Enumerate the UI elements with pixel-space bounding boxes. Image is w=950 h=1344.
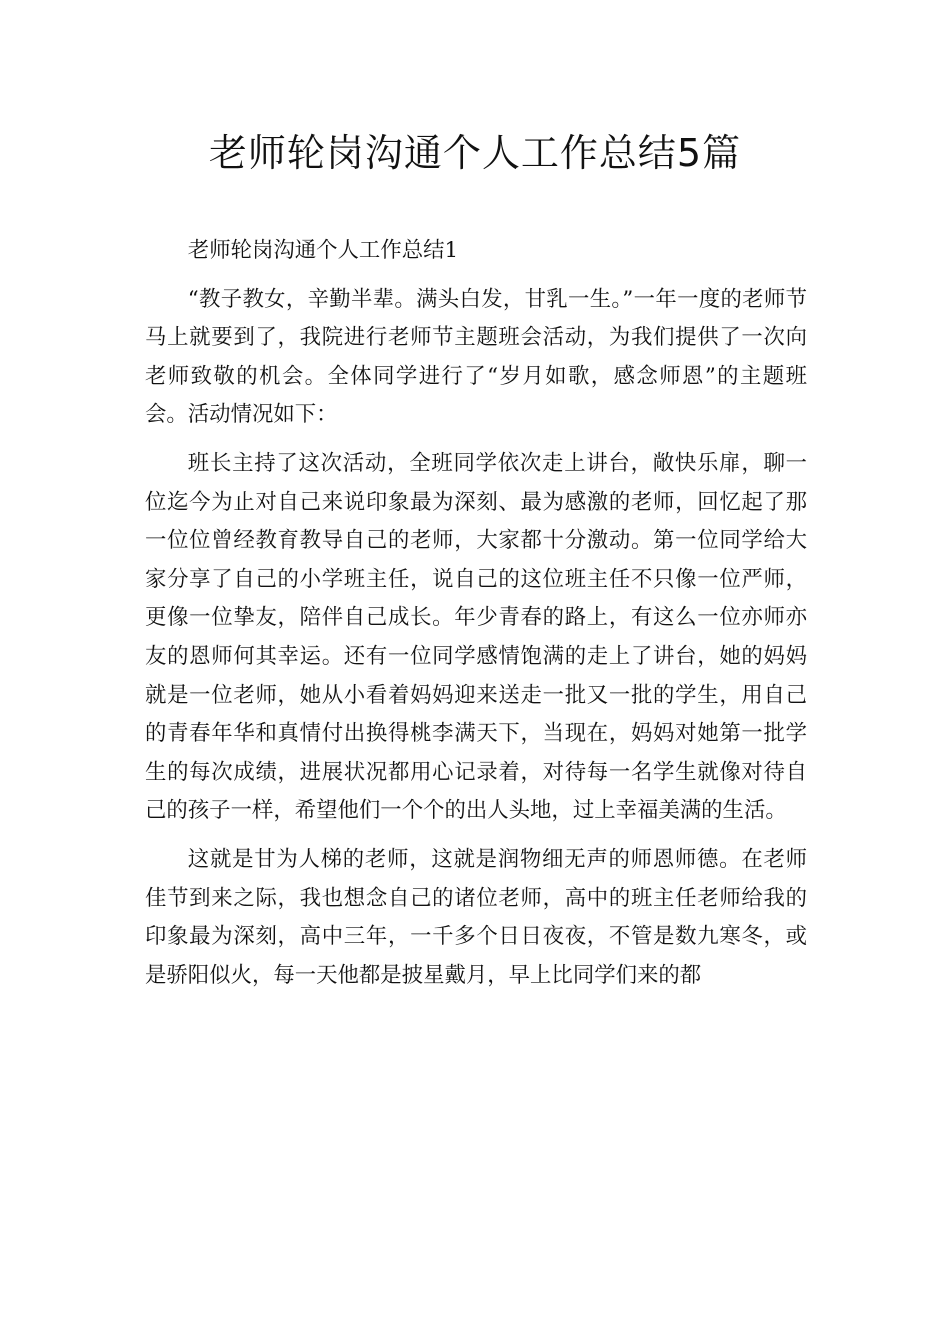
paragraph-2: 班长主持了这次活动，全班同学依次走上讲台，敞快乐扉，聊一位迄今为止对自己来说印象最为深刻、最为感激的老师，回忆起了那一位位曾经教育教导自己的老师，大家都十分激动。第一位同学给大家分享了自己的小学班主任，说自己的这位班主任不只像一位严师，更像一位挚友，陪伴自己成长。年少青春的路上，有这么一位亦师亦友的恩师何其幸运。还有一位同学感情饱满的走上了讲台，她的妈妈就是一位老师，她从小看着妈妈迎来送走一批又一批的学生，用自己的青春年华和真情付出换得桃李满天下，当现在，妈妈对她第一批学生的每次成绩，进展状况都用心记录着，对待每一名学生就像对待自己的孩子一样，希望他们一个个的出人头地，过上幸福美满的生活。 — [145, 450, 807, 824]
paragraph-1: “教子教女，辛勤半辈。满头白发，甘乳一生。”一年一度的老师节马上就要到了，我院进行老师节主题班会活动，为我们提供了一次向老师致敬的机会。全体同学进行了“岁月如歌，感念师恩”的主题班会。活动情况如下： — [145, 286, 807, 428]
paragraph-3: 这就是甘为人梯的老师，这就是润物细无声的师恩师德。在老师佳节到来之际，我也想念自己的诸位老师，高中的班主任老师给我的印象最为深刻，高中三年，一千多个日日夜夜，不管是数九寒冬，或是骄阳似火，每一天他都是披星戴月，早上比同学们来的都 — [145, 846, 807, 988]
document-title: 老师轮岗沟通个人工作总结5篇 — [208, 131, 742, 175]
section-heading: 老师轮岗沟通个人工作总结1 — [187, 238, 459, 263]
document-body — [145, 232, 807, 1005]
